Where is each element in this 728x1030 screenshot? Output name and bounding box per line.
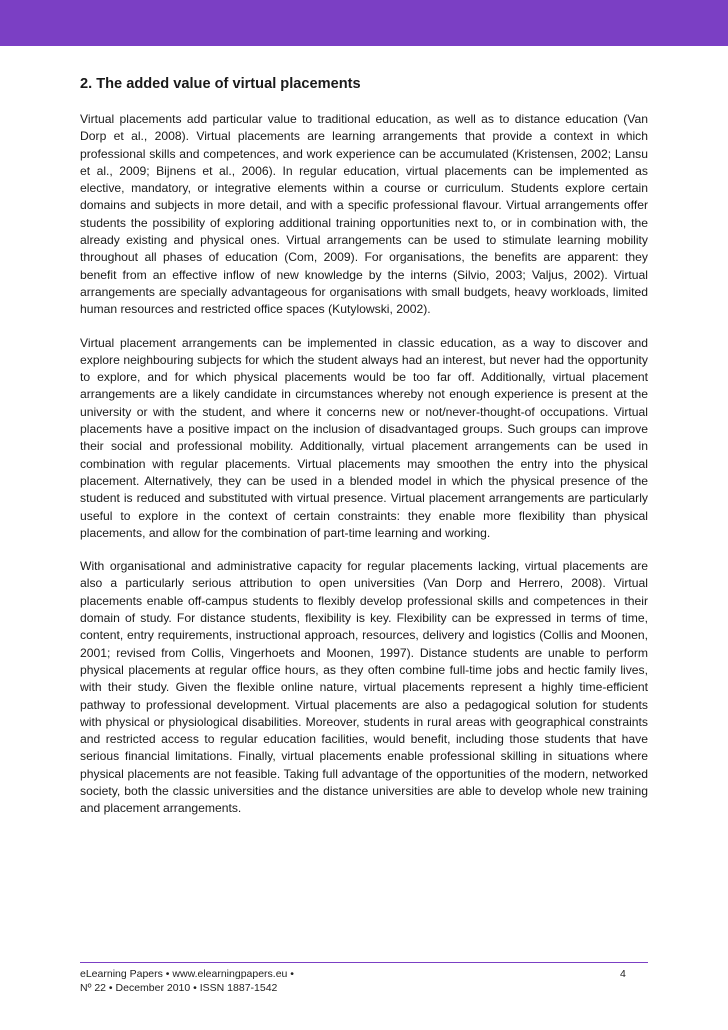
footer-divider — [80, 962, 648, 963]
body-paragraph-3: With organisational and administrative capacity for regular placements lacking, virtual placements are also a particularly serious attribution to open universities (Van Dorp and Herrero, 2008). Virtual placements enable off-campus students to flexibly develop professional skills and competences in their domain of study. For distance students, flexibility is key. Flexibility can be expressed in terms of time, content, entry requirements, instructional approach, resources, delivery and logistics (Collis and Moonen, 2001; revised from Collis, Vingerhoets and Moonen, 1997). Distance students are unable to perform physical placements at regular office hours, as they often combine full-time jobs and hectic family lives, with their study. Given the flexible online nature, virtual placements represent a highly time-efficient pathway to professional development. Virtual placements are also a pedagogical solution for students with physical or physiological disabilities. Moreover, students in rural areas with geographical constraints and restricted access to regular education facilities, would benefit, including those students that have serious financial limitations. Finally, virtual placements enable professional skilling in situations where physical placements are not feasible. Taking full advantage of the opportunities of the modern, networked society, both the classic universities and the distance universities are able to develop whole new training and placement arrangements. — [80, 559, 648, 816]
footer-publication-line: eLearning Papers • www.elearningpapers.eu • — [80, 968, 294, 980]
section-heading: 2. The added value of virtual placements — [80, 76, 361, 92]
footer-issue-line: Nº 22 • December 2010 • ISSN 1887-1542 — [80, 982, 278, 994]
page-number: 4 — [620, 968, 626, 980]
page-body — [80, 74, 648, 834]
body-paragraph-2: Virtual placement arrangements can be implemented in classic education, as a way to discover and explore neighbouring subjects for which the student always had an interest, but never had the opportunity to explore, and for which physical placements would be too far off. Additionally, virtual placement arrangements are a likely candidate in circumstances whereby not enough experience is present at the university or with the student, and where it concerns new or not/never-thought-of occupations. Virtual placements have a positive impact on the inclusion of disadvantaged groups. Such groups can improve their social and professional mobility. Additionally, virtual placement arrangements can be used in combination with regular placements. Virtual placements may smoothen the entry into the physical placement. Alternatively, they can be used in a blended model in which the physical presence of the student is reduced and substituted with virtual presence. Virtual placement arrangements are particularly useful to explore in the context of certain constraints: they enable more flexibility than physical placements, and allow for the combination of part-time learning and working. — [80, 335, 648, 540]
header-band — [0, 0, 728, 46]
body-paragraph-1: Virtual placements add particular value to traditional education, as well as to distance education (Van Dorp et al., 2008). Virtual placements are learning arrangements that provide a context in which professional skills and competences, and work experience can be accumulated (Kristensen, 2002; Lansu et al., 2009; Bijnens et al., 2006). In regular education, virtual placements can be implemented as elective, mandatory, or integrative elements within a course or curriculum. Students explore certain domains and subjects in more detail, and with a specific professional flavour. Virtual arrangements offer students the possibility of exploring additional training opportunities next to, or in combination with, the already existing and physical ones. Virtual arrangements can be used to stimulate learning mobility throughout all phases of education (Com, 2009). For organisations, the benefits are apparent: they benefit from an effective inflow of new knowledge by the interns (Silvio, 2003; Valjus, 2002). Virtual arrangements are specially advantageous for organisations with small budgets, heavy workloads, limited human resources and restricted office spaces (Kutylowski, 2002). — [80, 112, 648, 317]
footer — [80, 967, 648, 995]
